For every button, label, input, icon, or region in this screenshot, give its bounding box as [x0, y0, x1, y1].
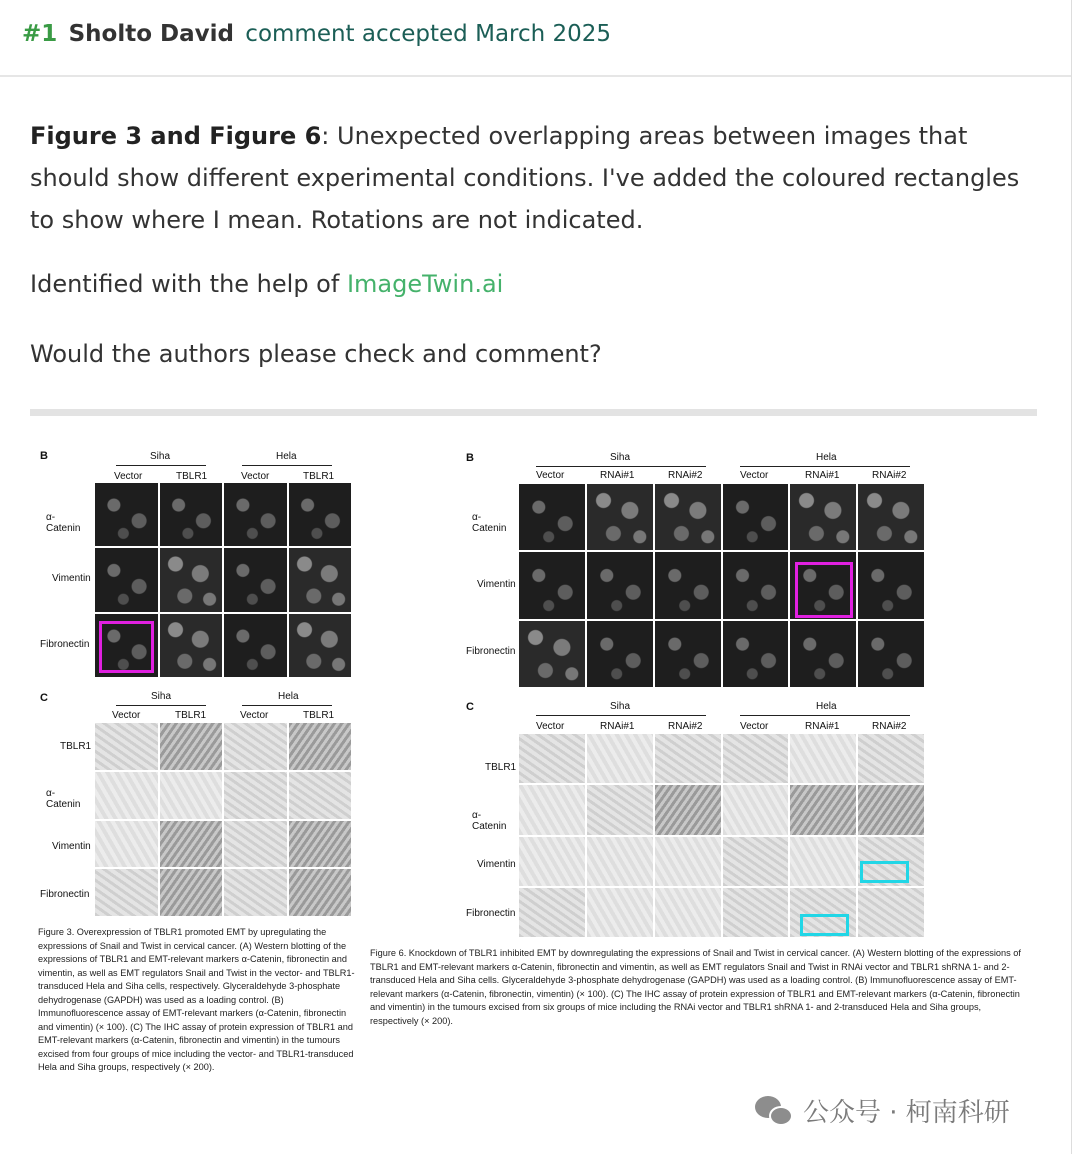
micrograph [790, 621, 856, 687]
micrograph [655, 621, 721, 687]
comment-body [30, 115, 1030, 241]
micrograph [587, 621, 653, 687]
overlap-highlight-cyan [800, 914, 849, 936]
ihc-image [790, 785, 856, 834]
comment-body-text: : Unexpected overlapping areas between images that should show different experimental conditions. I've added the coloured rectangles to show where I mean. Rotations are not indicated. [30, 122, 1020, 234]
ihc-image [95, 821, 158, 868]
micrograph [723, 552, 789, 618]
fig3-c-group-line [242, 705, 332, 706]
micrograph [858, 552, 924, 618]
fig3-c-col: TBLR1 [303, 710, 335, 721]
fig3-b-group-siha: Siha [150, 451, 171, 462]
comment-number[interactable]: #1 [22, 21, 58, 47]
ihc-image [224, 772, 287, 819]
ihc-image [723, 888, 789, 937]
fig6-b-col: RNAi#2 [668, 470, 703, 481]
ihc-image [160, 821, 223, 868]
fig6-b-group-siha: Siha [610, 452, 631, 463]
fig6-b-col: Vector [536, 470, 565, 481]
fig6-caption: Figure 6. Knockdown of TBLR1 inhibited EMT by downregulating the expressions of Snail and Twist in cervical cancer. (A) Western blotting of the expressions of TBLR1 and EMT-relevant markers α-Catenin, fibronectin and vimentin, as well as EMT regulators Snail and Twist in RNAi vector and TBLR1 shRNA 1- and 2-transduced Hela and Siha cells. Glyceraldehyde 3-phosphate dehydrogenase (GAPDH) was used as a loading control. (B) Immunofluorescence assay of EMT-relevant markers (α-Catenin, fibronectin, vimentin) (× 100). (C) The IHC assay of protein expression of TBLR1 and EMT-relevant markers (α-Catenin, fibronectin and vimentin) in the tumours excised from six groups of mice including the RNAi vector and TBLR1 shRNA 1- and 2-transduced Hela and Siha groups, respectively (× 200). [370, 948, 1021, 1026]
question-line: Would the authors please check and comment? [30, 340, 602, 368]
imagetwin-link[interactable]: ImageTwin.ai [346, 270, 504, 298]
micrograph [858, 621, 924, 687]
ihc-image [160, 723, 223, 770]
fig3-c-letter: C [40, 692, 48, 704]
micrograph [723, 621, 789, 687]
ihc-image [160, 772, 223, 819]
ihc-image [519, 785, 585, 834]
overlap-highlight-magenta [99, 621, 154, 673]
ihc-image [289, 772, 352, 819]
ihc-image [95, 772, 158, 819]
fig3-caption: Figure 3. Overexpression of TBLR1 promoted EMT by upregulating the expressions of Snail and Twist in cervical cancer. (A) Western blotting of the expressions of TBLR1 and EMT-relevant markers α-Catenin, fibronectin and vimentin, as well as EMT regulators Snail and Twist in the vector- and TBLR1-transduced Hela and Siha cells, respectively. Glyceraldehyde 3-phosphate dehydrogenase (GAPDH) was used as a loading control. (B) Immunofluorescence assay of EMT-relevant markers (α-Catenin, fibronectin and vimentin) (× 100). (C) The IHC assay of protein expression of TBLR1 and EMT-relevant markers (α-Catenin, fibronectin and vimentin) in the tumours excised from four groups of mice including the vector- and TBLR1-transduced Hela and Siha groups, respectively (× 200). [38, 927, 355, 1072]
fig3-c-group-line [116, 705, 206, 706]
ihc-image [723, 785, 789, 834]
fig6-b-group-line [740, 466, 910, 467]
ihc-image [858, 888, 924, 937]
ihc-image [519, 888, 585, 937]
fig3-b-group-line [242, 465, 332, 466]
micrograph [655, 552, 721, 618]
fig3-c-group-siha: Siha [151, 691, 172, 702]
overlap-highlight-magenta [795, 562, 853, 618]
fig3-b-col: Vector [241, 471, 270, 482]
micrograph [289, 548, 352, 611]
fig6-b-letter: B [466, 452, 474, 464]
micrograph [519, 552, 585, 618]
divider [30, 409, 1037, 416]
ihc-image [858, 734, 924, 783]
micrograph [519, 621, 585, 687]
fig6-c-col: RNAi#1 [805, 721, 840, 732]
fig3-b-group-line [116, 465, 206, 466]
fig6-b-col: RNAi#2 [872, 470, 907, 481]
ihc-image [587, 785, 653, 834]
fig3-b-row: Fibronectin [40, 639, 90, 650]
ihc-image [790, 837, 856, 886]
micrograph [289, 483, 352, 546]
fig3-c-row: TBLR1 [60, 741, 92, 752]
fig3-c-row: Vimentin [52, 841, 91, 852]
ihc-image [723, 837, 789, 886]
fig6-c-col: RNAi#2 [668, 721, 703, 732]
fig6-c-row: Vimentin [477, 859, 516, 870]
fig6-c-letter: C [466, 701, 474, 713]
micrograph [519, 484, 585, 550]
ihc-image [587, 837, 653, 886]
fig6-b-col: RNAi#1 [600, 470, 635, 481]
fig6-b-col: RNAi#1 [805, 470, 840, 481]
fig3-b-col: TBLR1 [303, 471, 335, 482]
ihc-image [160, 869, 223, 916]
fig3-c-col: Vector [112, 710, 141, 721]
ihc-image [655, 888, 721, 937]
fig3-c-col: TBLR1 [175, 710, 207, 721]
ihc-image [587, 734, 653, 783]
fig6-c-col: RNAi#1 [600, 721, 635, 732]
ihc-image [289, 821, 352, 868]
fig6-b-col: Vector [740, 470, 769, 481]
figures-ref: Figure 3 and Figure 6 [30, 122, 322, 150]
ihc-image [723, 734, 789, 783]
fig3-c-group-hela: Hela [278, 691, 299, 702]
fig3-b-col: TBLR1 [176, 471, 208, 482]
ihc-image [858, 785, 924, 834]
comment-header [0, 0, 1071, 77]
fig3-b-group-hela: Hela [276, 451, 297, 462]
ihc-image [224, 723, 287, 770]
fig6-c-col: RNAi#2 [872, 721, 907, 732]
micrograph [224, 614, 287, 677]
fig6-b-row: Fibronectin [466, 646, 516, 657]
identified-prefix: Identified with the help of [30, 270, 347, 298]
ihc-image [587, 888, 653, 937]
micrograph [160, 548, 223, 611]
fig6-c-group-siha: Siha [610, 701, 631, 712]
fig6-c-col: Vector [740, 721, 769, 732]
ihc-image [224, 869, 287, 916]
micrograph [790, 484, 856, 550]
micrograph [723, 484, 789, 550]
ihc-image [224, 821, 287, 868]
fig3-b-col: Vector [114, 471, 143, 482]
fig6-b-group-line [536, 466, 706, 467]
fig6-c-group-hela: Hela [816, 701, 837, 712]
fig6-b-group-hela: Hela [816, 452, 837, 463]
ihc-image [289, 723, 352, 770]
micrograph [858, 484, 924, 550]
wechat-icon [755, 1094, 795, 1128]
fig3-c-row: α-Catenin [46, 788, 81, 810]
identified-line [30, 270, 503, 298]
fig6-c-image-grid [519, 734, 924, 937]
micrograph [95, 483, 158, 546]
micrograph [224, 483, 287, 546]
fig3-b-row: Vimentin [52, 573, 91, 584]
micrograph [587, 552, 653, 618]
fig6-c-group-line [536, 715, 706, 716]
overlap-highlight-cyan [860, 861, 909, 883]
ihc-image [289, 869, 352, 916]
ihc-image [519, 734, 585, 783]
ihc-image [655, 785, 721, 834]
micrograph [160, 614, 223, 677]
fig6-c-row: Fibronectin [466, 908, 516, 919]
micrograph [587, 484, 653, 550]
comment-author[interactable]: Sholto David [68, 21, 234, 47]
fig6-c-row: TBLR1 [485, 762, 517, 773]
fig3-c-col: Vector [240, 710, 269, 721]
ihc-image [655, 734, 721, 783]
micrograph [160, 483, 223, 546]
fig6-b-row: Vimentin [477, 579, 516, 590]
fig6-c-col: Vector [536, 721, 565, 732]
ihc-image [519, 837, 585, 886]
micrograph [95, 548, 158, 611]
watermark [755, 1092, 1010, 1129]
fig6-c-row: α-Catenin [472, 810, 507, 832]
ihc-image [95, 869, 158, 916]
fig6-b-image-grid [519, 484, 924, 687]
ihc-image [655, 837, 721, 886]
fig3-c-image-grid [95, 723, 351, 916]
fig3-b-row: α-Catenin [46, 512, 81, 534]
fig6-c-group-line [740, 715, 910, 716]
watermark-text: 公众号 · 柯南科研 [803, 1098, 1010, 1128]
micrograph [655, 484, 721, 550]
micrograph [289, 614, 352, 677]
ihc-image [790, 734, 856, 783]
comment-status: comment accepted March 2025 [245, 21, 612, 47]
micrograph [224, 548, 287, 611]
fig3-c-row: Fibronectin [40, 889, 90, 900]
ihc-image [95, 723, 158, 770]
fig3-b-letter: B [40, 450, 48, 462]
fig6-b-row: α-Catenin [472, 512, 507, 534]
